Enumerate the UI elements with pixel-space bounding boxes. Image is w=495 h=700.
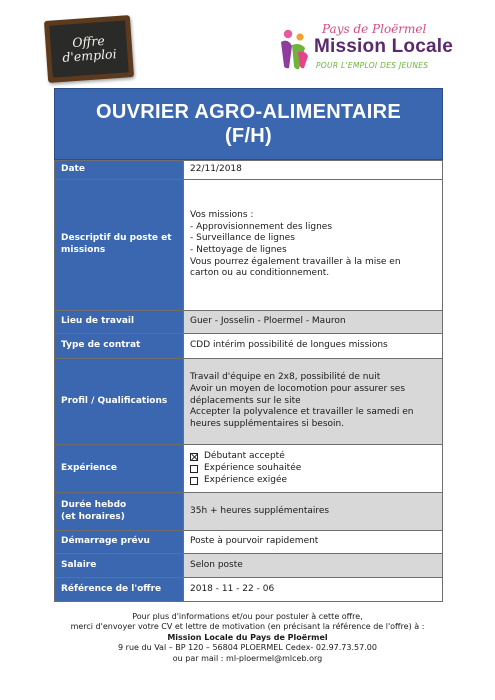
experience-label: Expérience xyxy=(55,445,184,493)
row-salaire xyxy=(55,554,443,578)
contrat-value: CDD intérim possibilité de longues missions xyxy=(184,334,443,359)
descriptif-line: carton ou au conditionnement. xyxy=(190,268,330,279)
mission-locale-logo xyxy=(278,22,458,78)
row-profil xyxy=(55,359,443,445)
job-title-line-2: (F/H) xyxy=(224,125,273,147)
experience-options xyxy=(184,445,443,493)
footer-address: 9 rue du Val – BP 120 – 56804 PLOERMEL Cedex- 02.97.73.57.00 xyxy=(118,643,377,653)
duree-label-line-1: Durée hebdo xyxy=(61,499,127,510)
duree-label xyxy=(55,493,184,531)
profil-line: heures supplémentaires si besoin. xyxy=(190,419,345,430)
job-title-line-1: OUVRIER AGRO-ALIMENTAIRE xyxy=(96,100,401,123)
footer-email: ou par mail : ml-ploermel@mlceb.org xyxy=(172,653,323,663)
job-details-table xyxy=(54,160,443,602)
badge-line-2: d'emploi xyxy=(61,46,118,65)
lieu-label: Lieu de travail xyxy=(55,311,184,334)
duree-label-line-2: (et horaires) xyxy=(61,511,125,522)
experience-option-exigee xyxy=(190,475,436,487)
row-descriptif xyxy=(55,180,443,311)
row-duree xyxy=(55,493,443,531)
job-title xyxy=(96,100,401,149)
demarrage-label: Démarrage prévu xyxy=(55,531,184,554)
reference-label: Référence de l'offre xyxy=(55,578,184,602)
badge-line-1: Offre xyxy=(71,32,106,50)
experience-option-souhaitee xyxy=(190,463,436,475)
people-logo-icon xyxy=(278,28,310,72)
profil-line: Accepter la polyvalence et travailler le samedi en xyxy=(190,407,414,418)
footer-organisation: Mission Locale du Pays de Ploërmel xyxy=(167,632,328,642)
experience-option-label: Débutant accepté xyxy=(204,450,285,461)
salaire-value: Selon poste xyxy=(184,554,443,578)
chalkboard-surface xyxy=(49,20,128,77)
contact-footer xyxy=(0,612,495,664)
empty-checkbox-icon xyxy=(190,465,198,473)
footer-line-1: Pour plus d'informations et/ou pour postuler à cette offre, xyxy=(132,612,363,621)
duree-value: 35h + heures supplémentaires xyxy=(184,493,443,531)
footer-line-2: merci d'envoyer votre CV et lettre de motivation (en précisant la référence de l'offre) à : xyxy=(70,622,425,632)
job-title-banner xyxy=(54,88,443,160)
descriptif-line: Vos missions : xyxy=(190,209,254,220)
row-reference xyxy=(55,578,443,602)
profil-line: déplacements sur le site xyxy=(190,395,301,406)
salaire-label: Salaire xyxy=(55,554,184,578)
experience-option-label: Expérience souhaitée xyxy=(204,462,302,473)
checked-checkbox-icon xyxy=(190,453,198,461)
logo-region-text: Pays de Ploërmel xyxy=(322,22,427,36)
descriptif-line: - Surveillance de lignes xyxy=(190,233,295,244)
empty-checkbox-icon xyxy=(190,477,198,485)
experience-option-label: Expérience exigée xyxy=(204,474,288,485)
row-experience xyxy=(55,445,443,493)
logo-title: Mission Locale xyxy=(314,36,454,57)
row-demarrage xyxy=(55,531,443,554)
descriptif-line: - Approvisionnement des lignes xyxy=(190,221,333,232)
row-contrat xyxy=(55,334,443,359)
descriptif-line: - Nettoyage de lignes xyxy=(190,245,287,255)
descriptif-line: Vous pourrez également travailler à la mise en xyxy=(190,256,401,267)
date-value: 22/11/2018 xyxy=(184,161,443,180)
contrat-label: Type de contrat xyxy=(55,334,184,359)
row-lieu xyxy=(55,311,443,334)
demarrage-value: Poste à pourvoir rapidement xyxy=(184,531,443,554)
row-date xyxy=(55,161,443,180)
lieu-value: Guer - Josselin - Ploermel - Mauron xyxy=(184,311,443,334)
logo-tagline: POUR L'EMPLOI DES JEUNES xyxy=(316,61,429,70)
date-label: Date xyxy=(55,161,184,180)
offre-emploi-badge xyxy=(44,15,134,83)
profil-label: Profil / Qualifications xyxy=(55,359,184,445)
profil-value xyxy=(184,359,443,445)
descriptif-value xyxy=(184,180,443,311)
descriptif-label: Descriptif du poste et missions xyxy=(55,180,184,311)
experience-option-debutant xyxy=(190,451,436,463)
reference-value: 2018 - 11 - 22 - 06 xyxy=(184,578,443,602)
profil-line: Avoir un moyen de locomotion pour assurer ses xyxy=(190,383,406,394)
profil-line: Travail d'équipe en 2x8, possibilité de nuit xyxy=(190,372,381,383)
